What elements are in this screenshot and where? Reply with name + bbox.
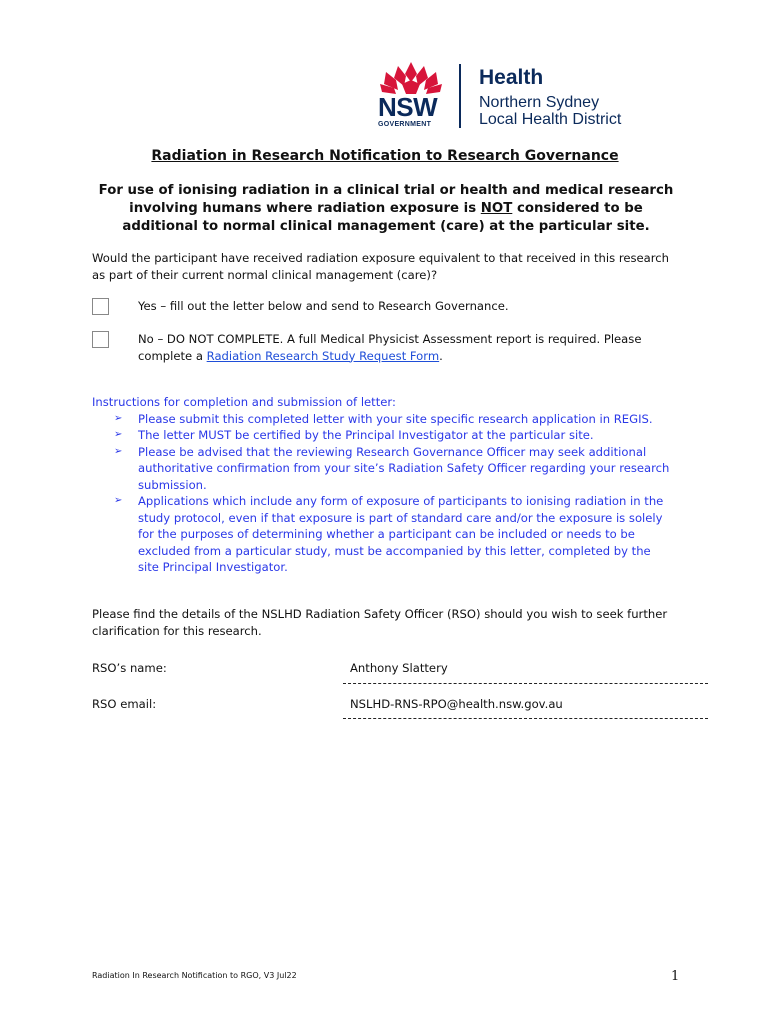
page-number: 1 <box>671 969 680 984</box>
instruction-item <box>92 493 672 576</box>
rso-email-label: RSO email: <box>92 697 157 711</box>
yes-option-text: Yes – fill out the letter below and send to Research Governance. <box>138 299 509 313</box>
instruction-text: The letter MUST be certified by the Principal Investigator at the particular site. <box>138 428 594 442</box>
no-checkbox[interactable] <box>92 331 109 348</box>
logo-district-line2: Local Health District <box>479 111 622 128</box>
rso-name-underline <box>343 683 708 684</box>
rso-intro-text: Please find the details of the NSLHD Radiation Safety Officer (RSO) should you wish to seek further clarification for this research. <box>92 607 668 638</box>
nsw-health-logo <box>374 60 664 132</box>
question-text: Would the participant have received radiation exposure equivalent to that received in this research as part of their current normal clinical management (care)? <box>92 251 669 282</box>
instructions-heading: Instructions for completion and submission of letter: <box>92 395 396 409</box>
arrow-bullet-icon: ➢ <box>114 429 123 440</box>
instruction-text: Applications which include any form of exposure of participants to ionising radiation in the study protocol, even if that exposure is part of standard care and/or the exposure is solely for the purposes of determining whether a participant can be included or needs to be excluded from a particular study, must be accompanied by this letter, completed by the site Principal Investigator. <box>138 494 664 574</box>
rso-name-label: RSO’s name: <box>92 661 167 675</box>
subtitle-part1: For use of ionising radiation in a clinical trial or health and medical research involving humans where radiation exposure is <box>98 183 674 216</box>
no-option-suffix: . <box>439 348 443 363</box>
instruction-text: Please submit this completed letter with your site specific research application in REGIS. <box>138 411 653 426</box>
document-subtitle <box>96 182 676 236</box>
arrow-bullet-icon: ➢ <box>114 412 123 424</box>
rso-email-underline <box>343 718 708 719</box>
waratah-icon <box>376 60 446 96</box>
instructions-block <box>92 394 672 576</box>
logo-divider <box>459 64 461 128</box>
rso-name-value: Anthony Slattery <box>350 661 448 675</box>
logo-nsw-text: NSW <box>378 92 438 122</box>
rso-email-value: NSLHD-RNS-RPO@health.nsw.gov.au <box>350 697 563 711</box>
instructions-list <box>92 411 672 576</box>
instruction-text: Please be advised that the reviewing Research Governance Officer may seek additional authoritative confirmation from your site’s Radiation Safety Officer regarding your research submission. <box>138 444 670 492</box>
logo-government-text: GOVERNMENT <box>378 121 432 128</box>
instruction-item <box>92 427 672 444</box>
no-option-prefix: No – DO NOT COMPLETE. A full Medical Physicist Assessment report is required. Please complete a <box>138 332 642 363</box>
subtitle-not-emphasis: NOT <box>480 201 513 216</box>
arrow-bullet-icon: ➢ <box>114 495 123 506</box>
arrow-bullet-icon: ➢ <box>114 445 123 457</box>
instruction-item <box>92 444 672 494</box>
yes-checkbox[interactable] <box>92 298 109 315</box>
radiation-request-form-link[interactable]: Radiation Research Study Request Form <box>206 348 440 363</box>
no-option-text <box>138 331 668 364</box>
footer-document-reference: Radiation In Research Notification to RGO, V3 Jul22 <box>92 971 297 980</box>
instruction-item <box>92 411 672 428</box>
document-title: Radiation in Research Notification to Research Governance <box>151 148 619 164</box>
logo-health-text: Health <box>479 66 544 89</box>
subtitle-part2: considered to be additional to normal clinical management (care) at the particular site. <box>122 201 650 234</box>
logo-district-line1: Northern Sydney <box>479 94 600 111</box>
